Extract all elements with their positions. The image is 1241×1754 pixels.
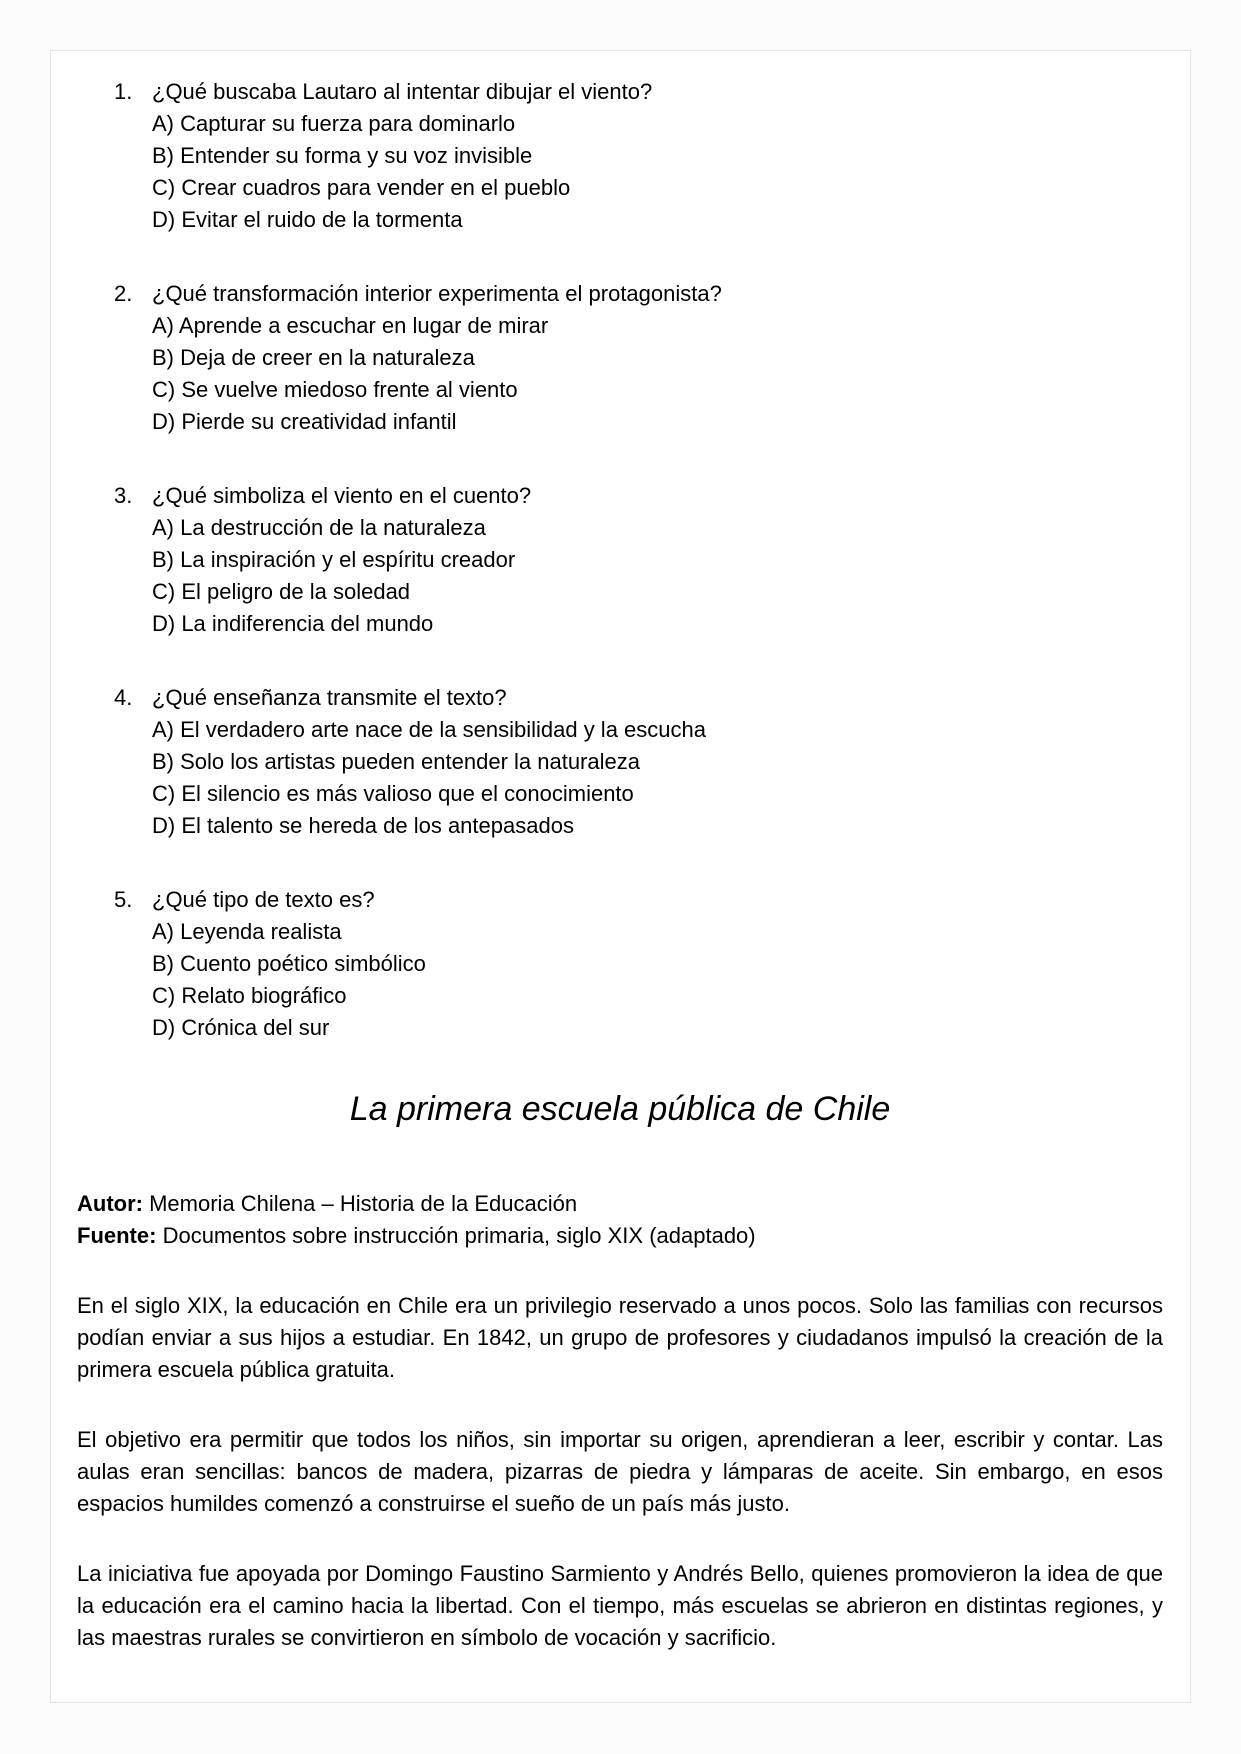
question-number: 5. — [114, 887, 133, 912]
option-line: D) Pierde su creatividad infantil — [152, 409, 457, 434]
article-paragraph: El objetivo era permitir que todos los niños, sin importar su origen, aprendieran a leer, escribir y contar. Las aulas eran sencillas: bancos de madera, pizarras de piedra y lámparas de aceite. Sin embargo, en esos espacios humildes comenzó a construirse el sueño de un país más justo. — [77, 1427, 1163, 1516]
question-text: ¿Qué enseñanza transmite el texto? — [152, 685, 507, 710]
question-number: 1. — [114, 79, 133, 104]
question-number: 3. — [114, 483, 133, 508]
article-paragraph: La iniciativa fue apoyada por Domingo Faustino Sarmiento y Andrés Bello, quienes promovieron la idea de que la educación era el camino hacia la libertad. Con el tiempo, más escuelas se abrieron en distintas regiones, y las maestras rurales se convirtieron en símbolo de vocación y sacrificio. — [77, 1561, 1163, 1650]
option-line: B) La inspiración y el espíritu creador — [152, 547, 516, 572]
option-line: A) Aprende a escuchar en lugar de mirar — [152, 313, 549, 338]
option-line: C) Se vuelve miedoso frente al viento — [152, 377, 518, 402]
option-line: C) El silencio es más valioso que el conocimiento — [152, 781, 634, 806]
question-block — [114, 278, 1163, 438]
option-line: D) Crónica del sur — [152, 1015, 330, 1040]
question-text: ¿Qué transformación interior experimenta el protagonista? — [152, 281, 722, 306]
article-meta — [77, 1188, 1163, 1252]
option-line: A) Leyenda realista — [152, 919, 342, 944]
article-title: La primera escuela pública de Chile — [349, 1090, 891, 1128]
option-line: B) Solo los artistas pueden entender la naturaleza — [152, 749, 640, 774]
option-line: C) Relato biográfico — [152, 983, 347, 1008]
source-label: Fuente: — [77, 1223, 157, 1248]
author-line — [77, 1188, 1163, 1220]
question-text: ¿Qué buscaba Lautaro al intentar dibujar el viento? — [152, 79, 653, 104]
question-block — [114, 884, 1163, 1044]
option-line: D) Evitar el ruido de la tormenta — [152, 207, 463, 232]
question-line — [114, 480, 1163, 512]
question-text: ¿Qué simboliza el viento en el cuento? — [152, 483, 532, 508]
document-page — [50, 50, 1191, 1703]
question-number: 2. — [114, 281, 133, 306]
question-number: 4. — [114, 685, 133, 710]
option-line: A) El verdadero arte nace de la sensibilidad y la escucha — [152, 717, 706, 742]
option-line: C) Crear cuadros para vender en el pueblo — [152, 175, 571, 200]
question-line — [114, 884, 1163, 916]
question-text: ¿Qué tipo de texto es? — [152, 887, 375, 912]
option-line: A) La destrucción de la naturaleza — [152, 515, 486, 540]
question-line — [114, 278, 1163, 310]
option-line: C) El peligro de la soledad — [152, 579, 411, 604]
question-line — [114, 76, 1163, 108]
option-line: B) Entender su forma y su voz invisible — [152, 143, 533, 168]
option-line: D) El talento se hereda de los antepasados — [152, 813, 574, 838]
author-label: Autor: — [77, 1191, 143, 1216]
option-line: A) Capturar su fuerza para dominarlo — [152, 111, 516, 136]
option-line: D) La indiferencia del mundo — [152, 611, 434, 636]
option-line: B) Cuento poético simbólico — [152, 951, 426, 976]
question-block — [114, 682, 1163, 842]
quiz-section — [114, 76, 1163, 1044]
article-paragraph: En el siglo XIX, la educación en Chile era un privilegio reservado a unos pocos. Solo las familias con recursos podían enviar a sus hijos a estudiar. En 1842, un grupo de profesores y ciudadanos impulsó la creación de la primera escuela pública gratuita. — [77, 1293, 1163, 1382]
question-line — [114, 682, 1163, 714]
option-line: B) Deja de creer en la naturaleza — [152, 345, 475, 370]
question-block — [114, 76, 1163, 236]
author-value: Memoria Chilena – Historia de la Educación — [142, 1191, 578, 1216]
question-block — [114, 480, 1163, 640]
source-value: Documentos sobre instrucción primaria, siglo XIX (adaptado) — [156, 1223, 756, 1248]
source-line — [77, 1220, 1163, 1252]
